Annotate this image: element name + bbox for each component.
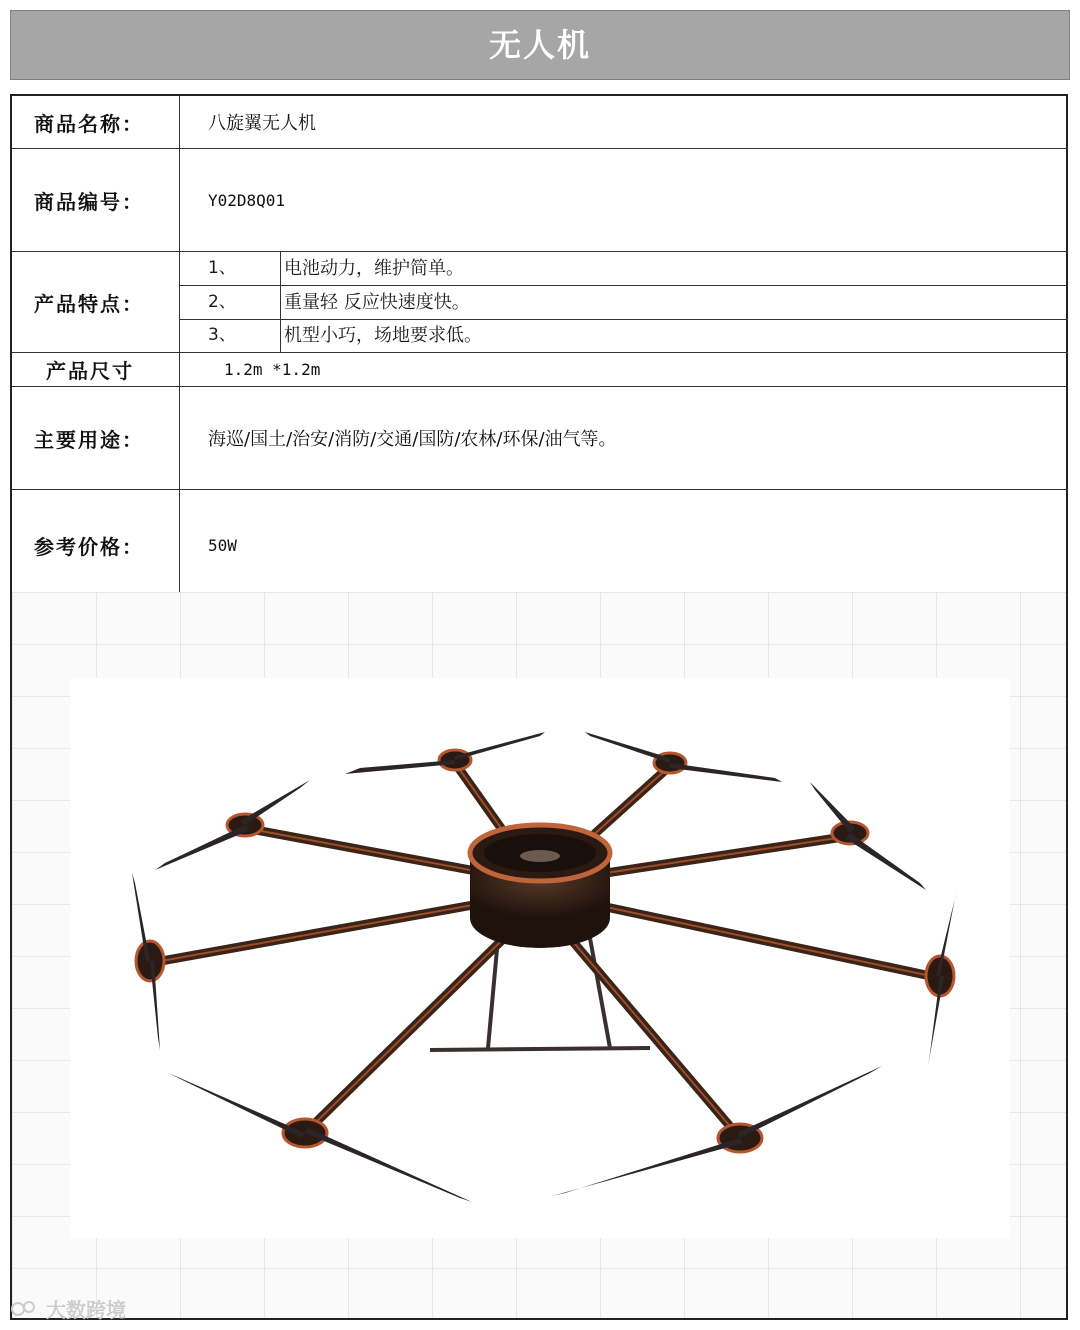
- product-name-value: 八旋翼无人机: [208, 113, 316, 134]
- feature-item: [180, 252, 1068, 286]
- product-name-label: 商品名称：: [12, 96, 180, 148]
- page-title: 无人机: [488, 26, 591, 64]
- row-features: [12, 252, 1068, 353]
- feature-item: [180, 319, 1068, 352]
- feature-number: 2、: [208, 292, 236, 312]
- row-size: [12, 353, 1068, 387]
- product-photo-frame: [10, 592, 1068, 1320]
- size-label: 产品尺寸: [12, 353, 180, 386]
- title-bar: [10, 10, 1070, 80]
- features-label: 产品特点：: [12, 252, 180, 352]
- usage-label: 主要用途：: [12, 387, 180, 489]
- watermark: [10, 1294, 126, 1323]
- feature-divider: [280, 319, 281, 352]
- row-price: [12, 490, 1068, 600]
- info-table: [10, 94, 1068, 602]
- product-code-label: 商品编号：: [12, 149, 180, 251]
- row-product-code: [12, 149, 1068, 252]
- product-sheet: [10, 10, 1070, 1320]
- feature-text: 机型小巧，场地要求低。: [284, 325, 482, 346]
- row-product-name: [12, 96, 1068, 149]
- price-value: 50W: [208, 535, 237, 555]
- product-photo: [70, 678, 1010, 1238]
- size-value: 1.2m *1.2m: [224, 360, 321, 379]
- feature-divider: [280, 286, 281, 319]
- feature-text: 电池动力，维护简单。: [284, 258, 464, 279]
- feature-divider: [280, 252, 281, 285]
- watermark-text: 大数跨境: [46, 1298, 126, 1322]
- feature-number: 3、: [208, 325, 236, 345]
- row-usage: [12, 387, 1068, 490]
- watermark-logo-icon: [10, 1298, 40, 1320]
- price-label: 参考价格：: [12, 490, 180, 600]
- feature-number: 1、: [208, 258, 236, 278]
- octocopter-drone-image: [70, 678, 1010, 1238]
- product-code-value: Y02D8Q01: [208, 190, 286, 210]
- feature-item: [180, 286, 1068, 320]
- usage-value: 海巡/国土/治安/消防/交通/国防/农林/环保/油气等。: [208, 429, 617, 450]
- feature-text: 重量轻 反应快速度快。: [284, 292, 470, 313]
